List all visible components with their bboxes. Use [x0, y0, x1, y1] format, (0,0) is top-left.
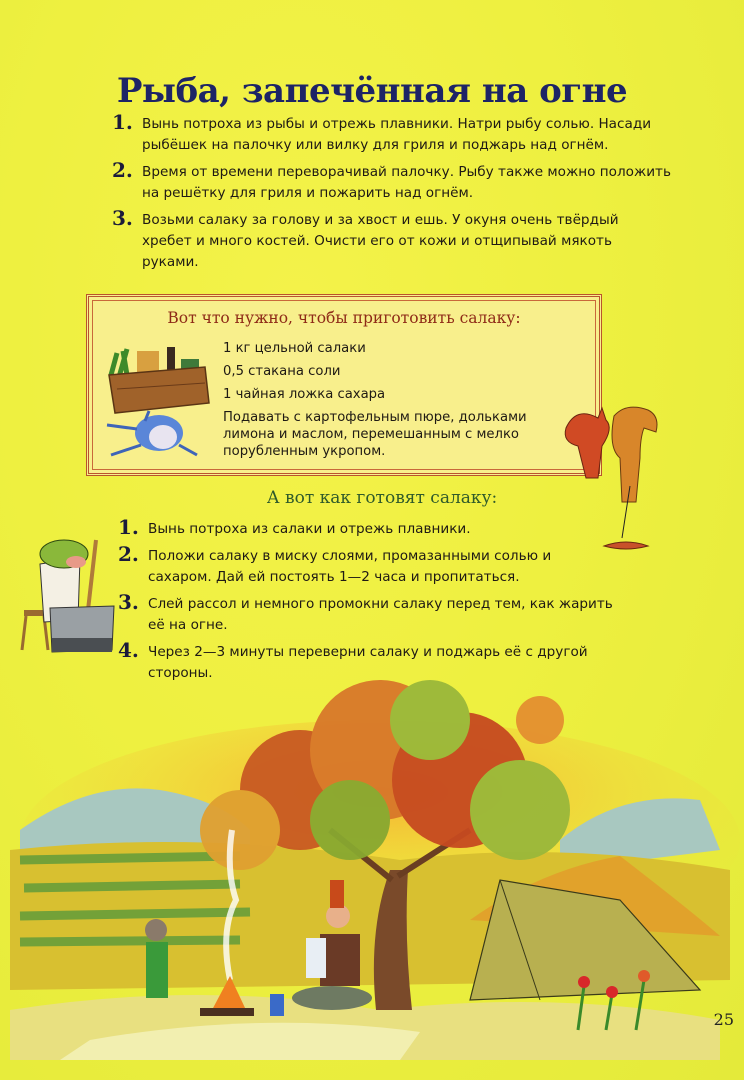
page-number: 25 — [713, 1010, 734, 1029]
main-steps-list — [112, 110, 672, 279]
step-text: Положи салаку в миску слоями, промазанными солью и сахаром. Дай ей постоять 1—2 часа и пропитаться. — [148, 548, 552, 585]
campfire-landscape-illustration — [0, 680, 744, 1080]
main-step — [112, 110, 672, 156]
serving-note: Подавать с картофельным пюре, дольками лимона и маслом, перемешанным с мелко порубленным укропом. — [223, 410, 527, 459]
main-step — [112, 206, 672, 273]
step-text: Слей рассол и немного промокни салаку перед тем, как жарить её на огне. — [148, 596, 613, 633]
step-text: Время от времени переворачивай палочку. Рыбу также можно положить на решётку для гриля и пожарить над огнём. — [142, 164, 671, 201]
step-number: 4. — [118, 638, 139, 662]
step-text: Возьми салаку за голову и за хвост и ешь. У окуня очень твёрдый хребет и много костей. Очисти его от кожи и отщипывай мякоть руками. — [142, 212, 619, 270]
salaka-step — [118, 515, 618, 540]
ingredients-title: Вот что нужно, чтобы приготовить салаку: — [167, 309, 521, 327]
ingredients-list — [223, 340, 563, 466]
page-title: Рыба, запечённая на огне — [116, 70, 628, 111]
step-number: 3. — [118, 590, 139, 614]
step-number: 1. — [112, 110, 133, 134]
step-number: 2. — [112, 158, 133, 182]
step-text: Через 2—3 минуты переверни салаку и поджарь её с другой стороны. — [148, 644, 588, 681]
step-text: Вынь потроха из салаки и отрежь плавники. — [148, 521, 471, 537]
salaka-steps-list — [118, 515, 618, 690]
main-step — [112, 158, 672, 204]
ingredients-box — [86, 294, 602, 476]
step-number: 3. — [112, 206, 133, 230]
ingredient-item: 0,5 стакана соли — [223, 364, 341, 379]
cooking-creature-with-pot-illustration — [16, 530, 120, 654]
step-number: 1. — [118, 515, 139, 539]
mouse-carrying-crate-illustration — [97, 345, 217, 463]
salaka-step — [118, 590, 618, 636]
ingredient-item: 1 кг цельной салаки — [223, 341, 366, 356]
ingredient-item: 1 чайная ложка сахара — [223, 387, 386, 402]
salaka-step — [118, 638, 618, 684]
step-number: 2. — [118, 542, 139, 566]
step-text: Вынь потроха из рыбы и отрежь плавники. Натри рыбу солью. Насади рыбёшек на палочку или вилку для гриля и поджарь над огнём. — [142, 116, 652, 153]
salaka-section-title: А вот как готовят салаку: — [266, 488, 498, 508]
salaka-step — [118, 542, 618, 588]
